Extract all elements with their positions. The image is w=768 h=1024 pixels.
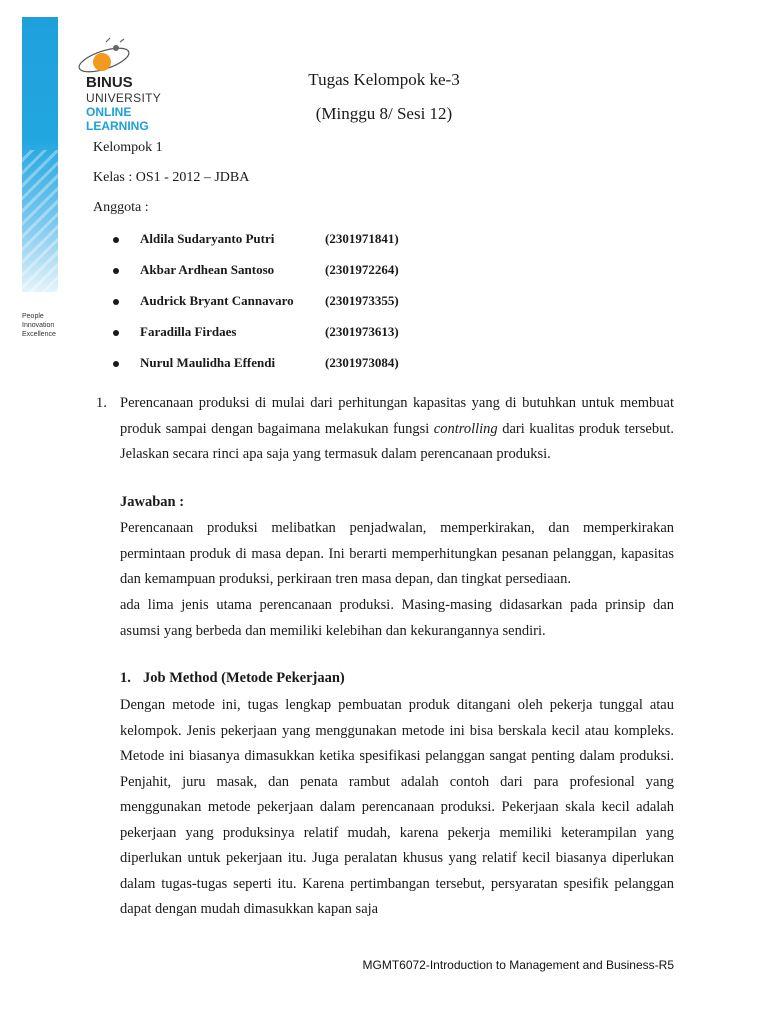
bullet-icon xyxy=(113,268,119,274)
tagline-people: People xyxy=(22,313,44,320)
member-name: Aldila Sudaryanto Putri xyxy=(140,231,275,246)
decorative-strip-pattern xyxy=(22,150,58,292)
logo-university-text: UNIVERSITY xyxy=(86,91,162,105)
question-text-part2: dari kualitas produk tersebut. Jelaskan secara rinci apa saja yang termasuk dalam perencanaan produksi. xyxy=(120,420,674,462)
logo-learning-text: LEARNING xyxy=(86,119,149,133)
members-label: Anggota : xyxy=(93,200,149,215)
document-subtitle: (Minggu 8/ Sesi 12) xyxy=(315,104,453,123)
bullet-icon xyxy=(113,237,119,243)
tagline-excellence: Excellence xyxy=(22,331,56,338)
group-name: Kelompok 1 xyxy=(93,140,163,155)
member-id: (2301972264) xyxy=(325,262,399,277)
member-id: (2301971841) xyxy=(325,231,399,246)
method-title: Job Method (Metode Pekerjaan) xyxy=(143,670,345,686)
logo-online-text: ONLINE xyxy=(86,105,132,119)
answer-label: Jawaban : xyxy=(120,494,185,510)
member-name: Faradilla Firdaes xyxy=(140,324,237,339)
method-paragraph: Dengan metode ini, tugas lengkap pembuatan produk ditangani oleh pekerja tunggal atau kelompok. Jenis pekerjaan yang menggunakan metode ini bisa berskala kecil atau kompleks. Metode ini biasanya dimasukkan ketika spesifikasi pelanggan sangat penting dalam produksi. Penjahit, juru masak, dan penata rambut adalah contoh dari para profesional yang menggunakan metode pekerjaan dalam perencanaan produksi. Pekerjaan skala kecil adalah pekerjaan yang produksinya relatif mudah, karena pekerja memiliki keterampilan yang diperlukan untuk pekerjaan itu. Juga peralatan khusus yang relatif kecil biasanya diperlukan dalam tugas-tugas seperti itu. Karena pertimbangan tersebut, persyaratan spesifik pelanggan dapat dengan mudah dimasukkan kapan saja xyxy=(120,697,674,917)
member-id: (2301973613) xyxy=(325,324,399,339)
member-id: (2301973355) xyxy=(325,293,399,308)
bullet-icon xyxy=(113,361,119,367)
answer-paragraph-1: Perencanaan produksi melibatkan penjadwalan, memperkirakan, dan memperkirakan permintaan produk di masa depan. Ini berarti memperhitungkan pesanan pelanggan, kapasitas dan kemampuan produksi, perkiraan tren masa depan, dan tingkat persediaan. xyxy=(120,520,674,587)
class-info: Kelas : OS1 - 2012 – JDBA xyxy=(93,170,250,185)
logo-binus-text: BINUS xyxy=(86,74,133,91)
question-text-italic: controlling xyxy=(433,420,498,437)
tagline-innovation: Innovation xyxy=(22,322,55,329)
question-number: 1. xyxy=(96,395,107,411)
document-title: Tugas Kelompok ke-3 xyxy=(308,70,460,89)
answer-paragraph-2: ada lima jenis utama perencanaan produksi. Masing-masing didasarkan pada prinsip dan asumsi yang berbeda dan memiliki kelebihan dan kekurangannya sendiri. xyxy=(120,597,674,639)
member-name: Akbar Ardhean Santoso xyxy=(140,262,275,277)
member-name: Audrick Bryant Cannavaro xyxy=(140,293,294,308)
member-id: (2301973084) xyxy=(325,355,399,370)
method-number: 1. xyxy=(120,670,131,686)
question-text-part1: Perencanaan produksi di mulai dari perhitungan kapasitas yang di butuhkan untuk membuat produk sampai dengan bagaimana melakukan fungsi xyxy=(120,395,674,437)
bullet-icon xyxy=(113,299,119,305)
bullet-icon xyxy=(113,330,119,336)
page-footer: MGMT6072-Introduction to Management and Business-R5 xyxy=(362,958,674,972)
question-text xyxy=(120,391,674,468)
member-name: Nurul Maulidha Effendi xyxy=(140,355,276,370)
logo-tagline xyxy=(22,312,56,339)
